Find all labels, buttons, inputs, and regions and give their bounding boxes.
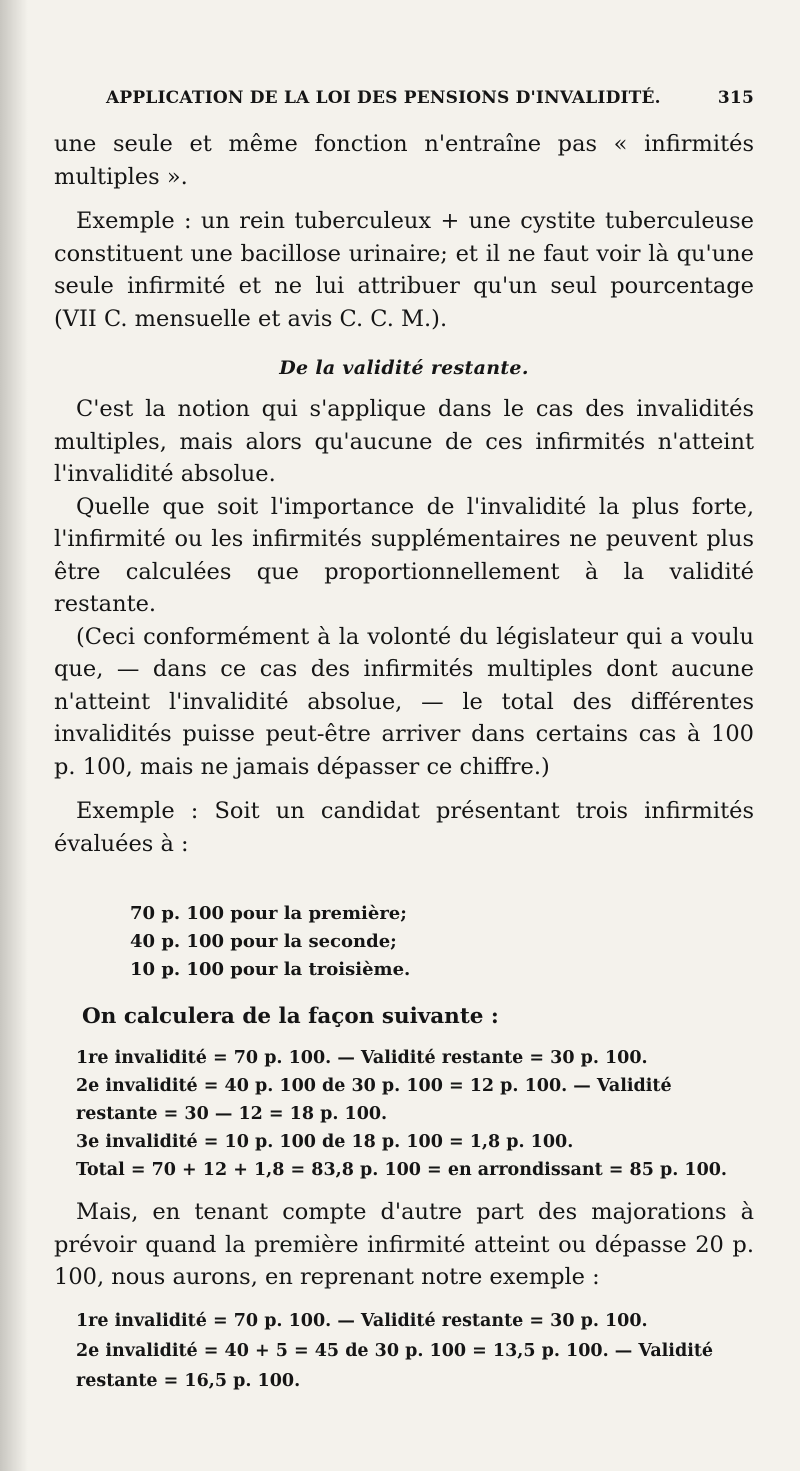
calculation-line: 1re invalidité = 70 p. 100. — Validité restante = 30 p. 100. (76, 1310, 648, 1331)
scan-edge (0, 0, 28, 1471)
infirmity-list (130, 900, 754, 984)
calculation-heading: On calculera de la façon suivante : (82, 1004, 499, 1029)
book-page (54, 88, 754, 1396)
running-title: APPLICATION DE LA LOI DES PENSIONS D'INVALIDITÉ. (106, 88, 661, 108)
paragraph-legislateur: (Ceci conformément à la volonté du législateur qui a voulu que, — dans ce cas des infirmités multiples dont aucune n'atteint l'invalidité absolue, — le total des différentes invalidités puisse peut-être arriver dans certains cas à 100 p. 100, mais ne jamais dépasser ce chiffre.) (54, 623, 754, 780)
list-item: 40 p. 100 pour la seconde; (130, 931, 397, 952)
calculation-line: 3e invalidité = 10 p. 100 de 18 p. 100 = 1,8 p. 100. (76, 1132, 574, 1152)
paragraph-example-rein: Exemple : un rein tuberculeux + une cystite tuberculeuse constituent une bacillose urinaire; et il ne faut voir là qu'une seule infirmité et ne lui attribuer qu'un seul pourcentage (VII C. mensuelle et avis C. C. M.). (54, 208, 754, 332)
calculation-line: 1re invalidité = 70 p. 100. — Validité restante = 30 p. 100. (76, 1048, 648, 1068)
calculation-line: Total = 70 + 12 + 1,8 = 83,8 p. 100 = en arrondissant = 85 p. 100. (76, 1160, 728, 1180)
paragraph-example-candidat: Exemple : Soit un candidat présentant trois infirmités évaluées à : (54, 798, 754, 857)
calculation-line: 2e invalidité = 40 + 5 = 45 de 30 p. 100 = 13,5 p. 100. — Validité restante = 16,5 p. 100. (76, 1340, 714, 1391)
section-heading: De la validité restante. (279, 357, 529, 379)
running-header (106, 88, 754, 128)
page-number: 315 (717, 88, 754, 108)
paragraph-majorations: Mais, en tenant compte d'autre part des majorations à prévoir quand la première infirmité atteint ou dépasse 20 p. 100, nous aurons, en reprenant notre exemple : (54, 1199, 754, 1290)
calculation-block (76, 1044, 754, 1184)
paragraph-importance: Quelle que soit l'importance de l'invalidité la plus forte, l'infirmité ou les infirmités supplémentaires ne peuvent plus être calculées que proportionnellement à la validité restante. (54, 493, 754, 617)
paragraph-continuation: une seule et même fonction n'entraîne pas « infirmités multiples ». (54, 131, 754, 190)
calculation-line: 2e invalidité = 40 p. 100 de 30 p. 100 = 12 p. 100. — Validité restante = 30 — 12 = 18 p. 100. (76, 1076, 672, 1124)
calculation-block-majorations (76, 1306, 754, 1396)
list-item: 10 p. 100 pour la troisième. (130, 959, 411, 980)
list-item: 70 p. 100 pour la première; (130, 903, 407, 924)
paragraph-notion: C'est la notion qui s'applique dans le cas des invalidités multiples, mais alors qu'aucune de ces infirmités n'atteint l'invalidité absolue. (54, 396, 754, 487)
